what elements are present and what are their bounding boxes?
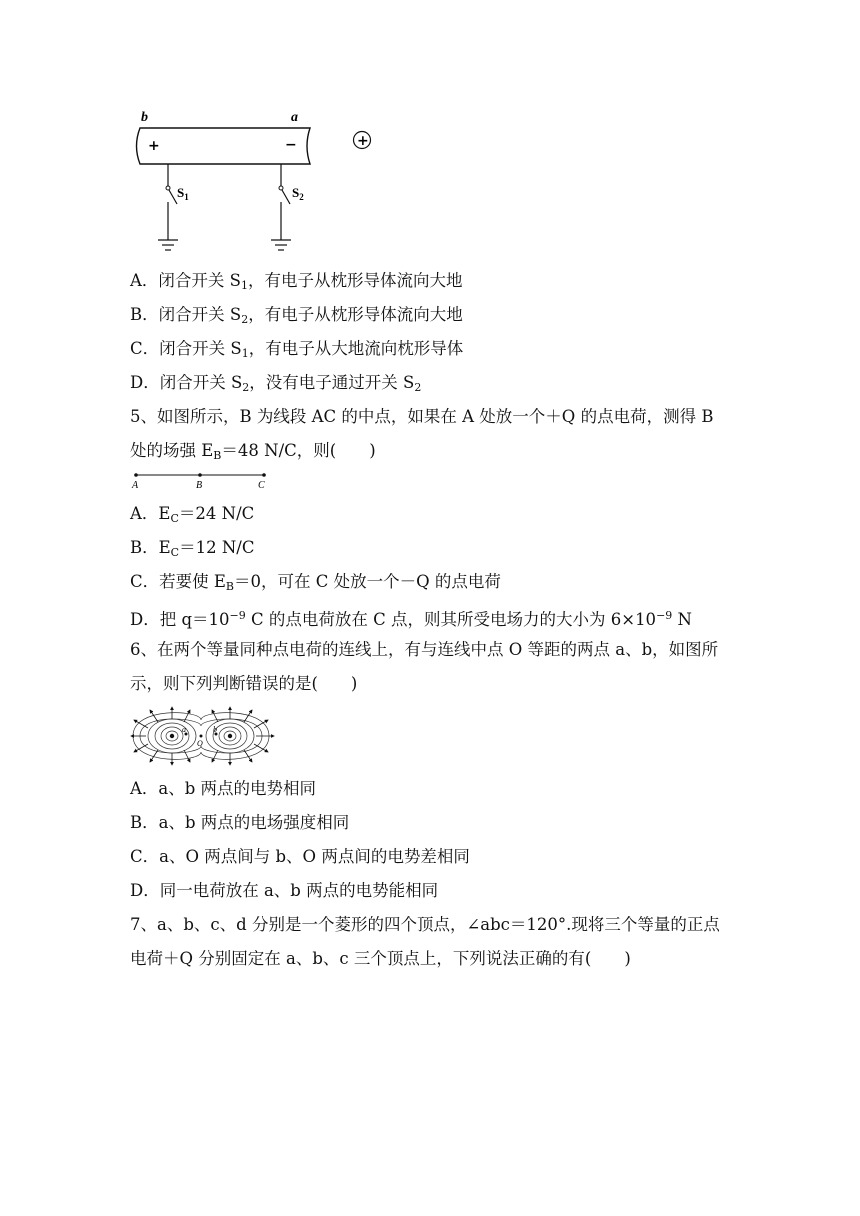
svg-text:+: + (357, 133, 369, 149)
point-b-label: B (196, 480, 203, 491)
label-b: b (141, 110, 148, 125)
q5-stem-line2: 处的场强 $E_B=48$ N/C，则( ) (130, 441, 376, 462)
s1-label: $S_1$ (177, 185, 189, 202)
s2-label: $S_2$ (292, 185, 304, 202)
minus-sign: − (285, 137, 297, 153)
q5-option-b: B．$E_C=12$ N/C (130, 538, 255, 559)
point-c-label: C (258, 480, 265, 491)
q6-option-c: C．a、O 两点间与 b、O 两点间的电势差相同 (130, 847, 470, 866)
field-label-a: a (182, 725, 186, 734)
label-a: a (291, 110, 298, 125)
q4-option-b: B．闭合开关 $S_2$，有电子从枕形导体流向大地 (130, 305, 463, 326)
q6-stem-line1: 6、在两个等量同种点电荷的连线上，有与连线中点 O 等距的两点 a、b，如图所 (130, 640, 719, 659)
q4-option-d: D．闭合开关 $S_2$，没有电子通过开关 $S_2$ (130, 373, 422, 394)
field-lines-figure (128, 704, 278, 768)
q7-stem-line2: 电荷＋Q 分别固定在 a、b、c 三个顶点上，下列说法正确的有( ) (130, 949, 631, 968)
pillow-conductor (137, 128, 311, 164)
q5-option-d: D．把 $q=10^{-9}$ C 的点电荷放在 C 点，则其所受电场力的大小为 $6\times 10^{-9}$ N (130, 609, 692, 629)
q6-stem-line2: 示，则下列判断错误的是( ) (130, 674, 358, 693)
q6-option-d: D．同一电荷放在 a、b 两点的电势能相同 (130, 881, 439, 900)
field-label-b: b (213, 725, 217, 734)
point-a-label: A (132, 480, 139, 491)
q6-option-b: B．a、b 两点的电场强度相同 (130, 813, 350, 832)
field-label-o: O (197, 739, 203, 748)
q6-option-a: A．a、b 两点的电势相同 (130, 779, 317, 798)
q5-option-c: C．若要使 $E_B=0$，可在 C 处放一个－Q 的点电荷 (130, 572, 501, 593)
conductor-switch-figure (128, 106, 388, 258)
segment-abc-figure (128, 468, 274, 492)
plus-sign: + (148, 138, 160, 154)
q5-option-a: A．$E_C=24$ N/C (130, 504, 255, 525)
q5-stem-line1: 5、如图所示，B 为线段 AC 的中点，如果在 A 处放一个＋Q 的点电荷，测得 B (130, 407, 714, 426)
q4-option-a: A．闭合开关 $S_1$，有电子从枕形导体流向大地 (130, 271, 463, 292)
q4-option-c: C．闭合开关 $S_1$，有电子从大地流向枕形导体 (130, 339, 464, 360)
q7-stem-line1: 7、a、b、c、d 分别是一个菱形的四个顶点，∠abc＝120°.现将三个等量的正点 (130, 915, 720, 934)
